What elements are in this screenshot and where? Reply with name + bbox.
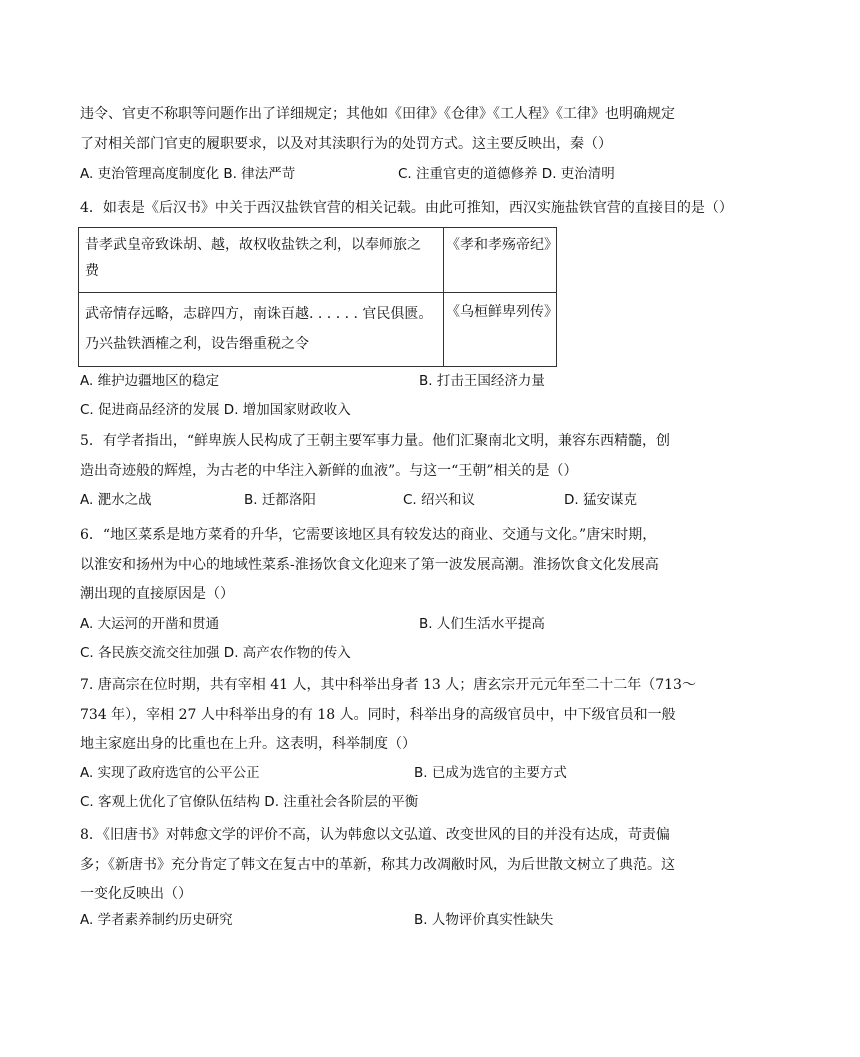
- q4-option-b: B. 打击王国经济力量: [419, 373, 545, 389]
- q4-option-cd: C. 促进商品经济的发展 D. 增加国家财政收入: [80, 402, 351, 418]
- q8-stem-line1: 8．《旧唐书》对韩愈文学的评价不高，认为韩愈以文弘道、改变世风的目的并没有达成，苛责偏: [80, 827, 670, 843]
- q4-source-table: [78, 227, 557, 367]
- q6-stem-line3: 潮出现的直接原因是（）: [80, 586, 234, 602]
- q8-option-b: B. 人物评价真实性缺失: [414, 912, 554, 928]
- q3-option-cd: C. 注重官吏的道德修养 D. 吏治清明: [398, 166, 615, 182]
- table-text-line: 乃兴盐铁酒榷之利，设告缗重税之令: [85, 336, 309, 352]
- q6-option-a: A. 大运河的开凿和贯通: [80, 616, 220, 632]
- q7-option-a: A. 实现了政府选官的公平公正: [80, 765, 260, 781]
- q7-stem-line3: 地主家庭出身的比重也在上升。这表明，科举制度（）: [80, 736, 416, 752]
- q5-option-a: A. 淝水之战: [80, 492, 152, 508]
- table-cell-text: [79, 228, 444, 293]
- q8-stem-line3: 一变化反映出（）: [80, 886, 192, 902]
- q3-option-ab: A. 吏治管理高度制度化 B. 律法严苛: [80, 166, 296, 182]
- q7-option-b: B. 已成为选官的主要方式: [414, 765, 567, 781]
- table-row: [79, 293, 557, 367]
- q6-stem-line2: 以淮安和扬州为中心的地域性菜系-淮扬饮食文化迎来了第一波发展高潮。淮扬饮食文化发展高: [80, 557, 659, 573]
- q5-stem-line1: 5．有学者指出，“鲜卑族人民构成了王朝主要军事力量。他们汇聚南北文明，兼容东西精髓，创: [80, 433, 671, 449]
- table-cell-source: [444, 293, 557, 367]
- q3-stem-line2: 了对相关部门官吏的履职要求，以及对其渎职行为的处罚方式。这主要反映出，秦（）: [80, 136, 612, 152]
- q4-option-a: A. 维护边疆地区的稳定: [80, 373, 220, 389]
- table-cell-text: [79, 293, 444, 367]
- q6-stem-line1: 6．“地区菜系是地方菜肴的升华，它需要该地区具有较发达的商业、交通与文化。”唐宋时期，: [80, 527, 657, 543]
- table-text-line: 昔孝武皇帝致诛胡、越，故权收盐铁之利，以奉师旅之: [85, 237, 421, 253]
- q5-option-c: C. 绍兴和议: [403, 492, 476, 508]
- q6-option-b: B. 人们生活水平提高: [419, 616, 545, 632]
- table-text-line: 费: [85, 263, 99, 279]
- q3-stem-line1: 违令、官吏不称职等问题作出了详细规定；其他如《田律》《仓律》《工人程》《工律》也明确规定: [80, 106, 675, 122]
- table-cell-source: [444, 228, 557, 293]
- q4-stem: 4．如表是《后汉书》中关于西汉盐铁官营的相关记载。由此可推知，西汉实施盐铁官营的直接目的是（）: [80, 200, 733, 216]
- table-source: 《乌桓鲜卑列传》: [446, 304, 558, 320]
- table-source: 《孝和孝殇帝纪》: [446, 237, 558, 253]
- q5-option-b: B. 迁都洛阳: [244, 492, 316, 508]
- table-row: [79, 228, 557, 293]
- q7-option-cd: C. 客观上优化了官僚队伍结构 D. 注重社会各阶层的平衡: [80, 794, 419, 810]
- q7-stem-line1: 7. 唐高宗在位时期，共有宰相 41 人，其中科举出身者 13 人；唐玄宗开元元年至二十二年（713～: [80, 677, 696, 693]
- q7-stem-line2: 734 年），宰相 27 人中科举出身的有 18 人。同时，科举出身的高级官员中，中下级官员和一般: [80, 707, 676, 723]
- q8-stem-line2: 多；《新唐书》充分肯定了韩文在复古中的革新，称其力改凋敝时风，为后世散文树立了典范。这: [80, 857, 675, 873]
- q5-option-d: D. 猛安谋克: [564, 492, 637, 508]
- q6-option-cd: C. 各民族交流交往加强 D. 高产农作物的传入: [80, 645, 351, 661]
- q8-option-a: A. 学者素养制约历史研究: [80, 912, 233, 928]
- table-text-line: 武帝情存远略，志辟四方，南诛百越. . . . . . 官民俱匮。: [85, 306, 433, 322]
- q5-stem-line2: 造出奇迹般的辉煌，为古老的中华注入新鲜的血液”。与这一“王朝”相关的是（）: [80, 463, 578, 479]
